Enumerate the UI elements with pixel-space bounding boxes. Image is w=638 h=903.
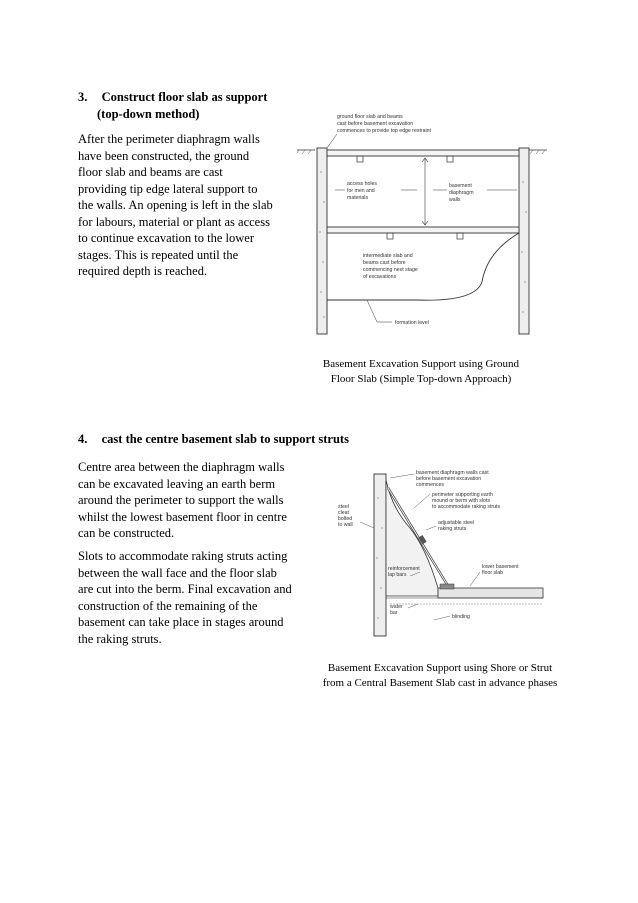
fig1-access-line2: for men and <box>347 188 375 194</box>
figure1-label-top <box>327 114 432 148</box>
fig2-steel-line4: to wall <box>338 522 353 528</box>
section3-caption: Basement Excavation Support using Ground Floor Slab (Simple Top-down Approach) <box>322 358 520 385</box>
fig1-inter-line1: intermediate slab and <box>363 253 413 259</box>
fig2-water-line1: water <box>390 604 403 610</box>
section3-title-line1: Construct floor slab as support <box>101 90 268 104</box>
fig1-walls-line3: walls <box>449 197 461 203</box>
fig1-walls-line2: diaphragm <box>449 190 474 196</box>
section4-number: 4. <box>78 432 88 446</box>
fig2-steel-line1: steel <box>338 504 349 510</box>
fig2-steel-line3: bolted <box>338 516 353 522</box>
section3-number: 3. <box>78 90 88 104</box>
fig2-wall-line3: commences <box>416 482 444 488</box>
fig1-top-line1: ground floor slab and beams <box>337 114 403 120</box>
fig1-inter-line3: commencing next stage <box>363 267 418 273</box>
section3-figure <box>297 112 547 342</box>
fig1-walls-line1: basement <box>449 183 472 189</box>
fig2-floor-line1: lower basement <box>482 564 519 570</box>
fig1-top-line3: commences to provide top edge restraint <box>337 128 432 134</box>
fig2-blinding: blinding <box>452 614 470 620</box>
fig2-wall-line2: before basement excavation <box>416 476 482 482</box>
section4-figure <box>330 468 545 640</box>
section4-caption: Basement Excavation Support using Shore or Strut from a Central Basement Slab cast in advance phases <box>322 662 558 689</box>
fig2-berm-line3: to accommodate raking struts <box>432 504 501 510</box>
section4-body2: Slots to accommodate raking struts acting between the wall face and the floor slab are cut into the berm. Final excavation and construction of the remaining of the basement can take place in stages around the raking struts. <box>78 549 292 646</box>
raking-strut-diagram <box>330 468 545 640</box>
fig1-inter-line4: of excavations <box>363 274 397 280</box>
fig1-top-line2: cast before basement excavation <box>337 121 414 127</box>
section4-body1: Centre area between the diaphragm walls can be excavated leaving an earth berm around the perimeter to support the walls whilst the lowest basement floor in centre can be constructed. <box>78 460 287 540</box>
fig2-reinf-line1: reinforcement <box>388 566 420 572</box>
fig2-wall-line1: basement diaphragm walls cast <box>416 470 489 476</box>
fig1-inter-line2: beams cast before <box>363 260 406 266</box>
fig2-strut-line2: raking struts <box>438 526 467 532</box>
fig2-floor-line2: floor slab <box>482 570 504 576</box>
fig1-access-line3: materials <box>347 195 369 201</box>
fig2-berm-line2: mound or berm with slots <box>432 498 490 504</box>
fig1-formation: formation level <box>395 320 429 326</box>
section3-heading <box>78 89 267 105</box>
section4-heading <box>78 431 349 447</box>
fig2-water-line2: bar <box>390 610 398 616</box>
fig2-steel-line2: cleat <box>338 510 349 516</box>
section3-body: After the perimeter diaphragm walls have been constructed, the ground floor slab and beams are cast providing tip edge lateral support to the walls. An opening is left in the slab for labours, material or plant as access to continue excavation to the lower stages. This is repeated until the required depth is reached. <box>78 132 273 278</box>
fig1-access-line1: access holes <box>347 181 377 187</box>
section4-title: cast the centre basement slab to support struts <box>101 432 349 446</box>
section3-title-line2: (top-down method) <box>97 107 200 121</box>
top-down-diagram <box>297 112 547 342</box>
fig2-strut-line1: adjustable steel <box>438 520 475 526</box>
fig2-reinf-line2: lap bars <box>388 572 407 578</box>
fig2-berm-line1: perimeter supporting earth <box>432 492 493 498</box>
